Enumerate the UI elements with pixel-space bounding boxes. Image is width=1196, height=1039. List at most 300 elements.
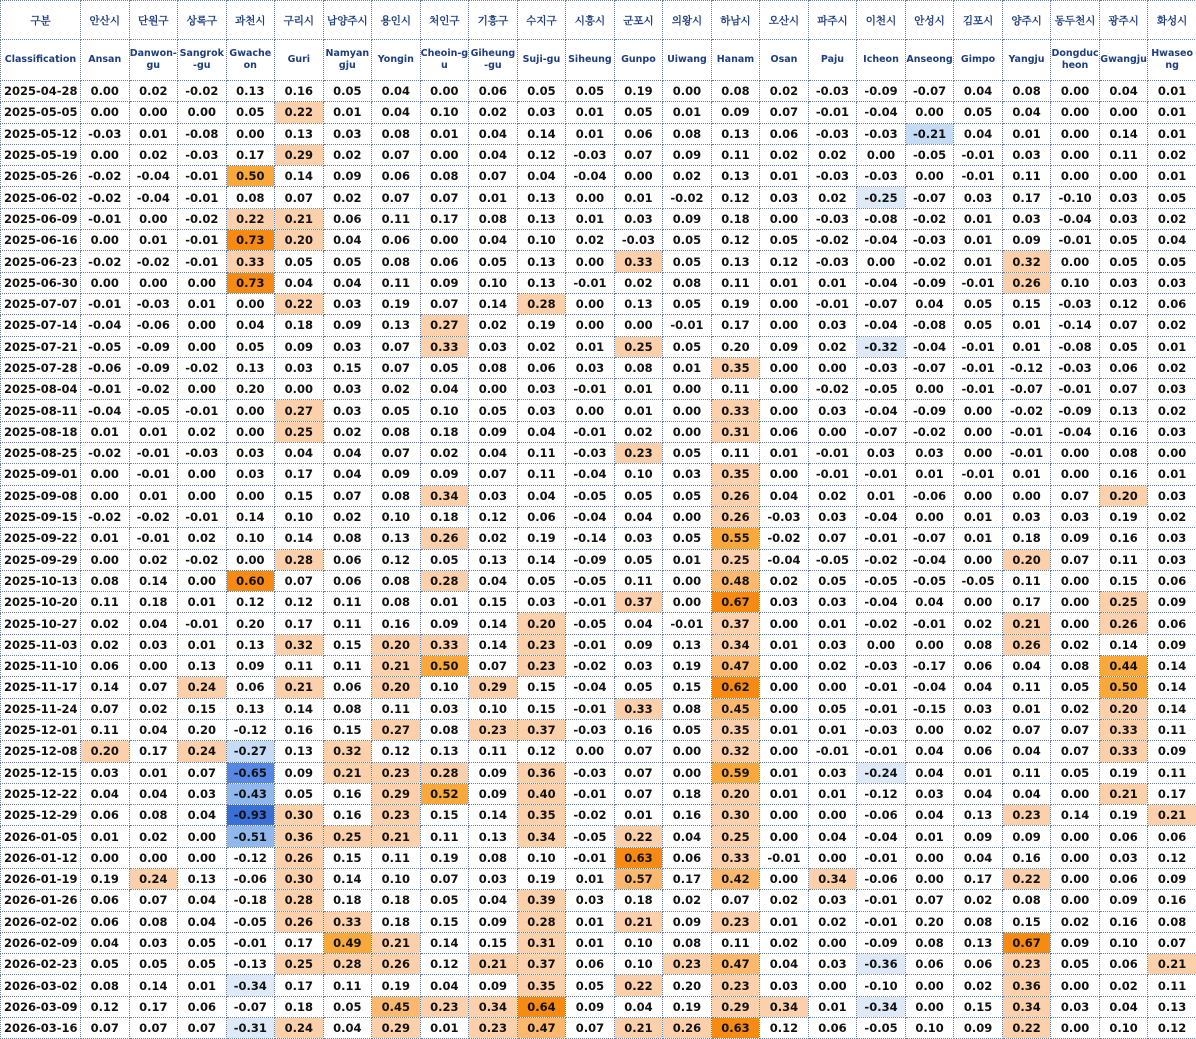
row-date: 2025-08-04 — [1, 379, 81, 400]
value-cell: -0.02 — [905, 421, 954, 442]
value-cell: 0.02 — [760, 890, 809, 911]
value-cell: 0.40 — [517, 783, 566, 804]
value-cell: 0.23 — [711, 911, 760, 932]
value-cell: 0.04 — [760, 485, 809, 506]
value-cell: 0.08 — [81, 570, 130, 591]
value-cell: 0.14 — [226, 506, 275, 527]
value-cell: -0.14 — [1051, 315, 1100, 336]
value-cell: 0.04 — [420, 379, 469, 400]
row-date: 2026-01-19 — [1, 868, 81, 889]
value-cell: 0.08 — [129, 805, 178, 826]
value-cell: 0.00 — [663, 379, 712, 400]
value-cell: -0.03 — [566, 719, 615, 740]
value-cell: 0.04 — [323, 272, 372, 293]
region-en-header: Sangrok-gu — [178, 40, 227, 81]
value-cell: 0.01 — [1148, 336, 1196, 357]
value-cell: -0.01 — [178, 613, 227, 634]
row-date: 2025-09-08 — [1, 485, 81, 506]
value-cell: 0.05 — [275, 251, 324, 272]
value-cell: 0.02 — [663, 890, 712, 911]
value-cell: 0.01 — [178, 293, 227, 314]
value-cell: -0.05 — [129, 400, 178, 421]
value-cell: 0.09 — [1051, 528, 1100, 549]
value-cell: 0.14 — [1148, 698, 1196, 719]
value-cell: 0.26 — [420, 528, 469, 549]
value-cell: 0.02 — [81, 634, 130, 655]
value-cell: -0.01 — [566, 783, 615, 804]
value-cell: 0.26 — [663, 1018, 712, 1039]
region-ko-header: 김포시 — [954, 1, 1003, 40]
value-cell: 0.05 — [663, 336, 712, 357]
value-cell: 0.00 — [566, 251, 615, 272]
value-cell: 0.19 — [81, 868, 130, 889]
value-cell: 0.07 — [129, 677, 178, 698]
value-cell: -0.01 — [178, 251, 227, 272]
value-cell: 0.44 — [1099, 656, 1148, 677]
value-cell: 0.13 — [372, 528, 421, 549]
value-cell: 0.09 — [663, 144, 712, 165]
value-cell: 0.04 — [372, 102, 421, 123]
value-cell: 0.33 — [1099, 719, 1148, 740]
value-cell: 0.12 — [711, 230, 760, 251]
table-row — [1, 166, 1196, 187]
table-body — [1, 81, 1196, 1039]
value-cell: 0.34 — [1002, 996, 1051, 1017]
value-cell: -0.02 — [178, 549, 227, 570]
region-en-header: Guri — [275, 40, 324, 81]
value-cell: 0.73 — [226, 272, 275, 293]
value-cell: 0.22 — [226, 208, 275, 229]
value-cell: -0.04 — [905, 336, 954, 357]
value-cell: 0.00 — [178, 102, 227, 123]
value-cell: 0.13 — [517, 208, 566, 229]
region-en-header: Giheung-gu — [469, 40, 518, 81]
region-ko-header: 화성시 — [1148, 1, 1196, 40]
value-cell: 0.11 — [614, 570, 663, 591]
value-cell: 0.02 — [808, 656, 857, 677]
value-cell: -0.18 — [226, 890, 275, 911]
value-cell: 0.00 — [1099, 102, 1148, 123]
value-cell: -0.02 — [178, 208, 227, 229]
value-cell: 0.33 — [420, 634, 469, 655]
value-cell: 0.15 — [275, 485, 324, 506]
value-cell: -0.36 — [857, 954, 906, 975]
value-cell: 0.01 — [566, 102, 615, 123]
value-cell: 0.06 — [1099, 868, 1148, 889]
value-cell: 0.16 — [1099, 528, 1148, 549]
value-cell: 0.26 — [711, 506, 760, 527]
value-cell: 0.33 — [226, 251, 275, 272]
value-cell: 0.01 — [760, 911, 809, 932]
value-cell: -0.09 — [905, 272, 954, 293]
value-cell: 0.04 — [1099, 996, 1148, 1017]
value-cell: 0.04 — [420, 975, 469, 996]
value-cell: 0.06 — [663, 847, 712, 868]
value-cell: -0.03 — [857, 656, 906, 677]
value-cell: 0.01 — [760, 166, 809, 187]
value-cell: 0.04 — [178, 890, 227, 911]
value-cell: -0.07 — [1002, 379, 1051, 400]
value-cell: 0.01 — [129, 123, 178, 144]
value-cell: 0.19 — [1099, 805, 1148, 826]
value-cell: 0.00 — [81, 81, 130, 102]
value-cell: 0.00 — [178, 272, 227, 293]
value-cell: -0.02 — [857, 613, 906, 634]
value-cell: -0.06 — [905, 485, 954, 506]
value-cell: -0.04 — [566, 506, 615, 527]
value-cell: 0.15 — [954, 996, 1003, 1017]
value-cell: 0.00 — [663, 741, 712, 762]
value-cell: 0.13 — [614, 293, 663, 314]
value-cell: 0.18 — [372, 890, 421, 911]
value-cell: 0.59 — [711, 762, 760, 783]
value-cell: 0.04 — [129, 613, 178, 634]
value-cell: 0.28 — [517, 293, 566, 314]
value-cell: 0.00 — [420, 230, 469, 251]
value-cell: 0.02 — [129, 698, 178, 719]
value-cell: 0.01 — [760, 783, 809, 804]
value-cell: 0.29 — [372, 783, 421, 804]
value-cell: 0.12 — [1099, 293, 1148, 314]
value-cell: 0.12 — [711, 187, 760, 208]
value-cell: 0.12 — [372, 549, 421, 570]
table-row — [1, 336, 1196, 357]
value-cell: 0.09 — [1148, 592, 1196, 613]
table-row — [1, 293, 1196, 314]
value-cell: 0.00 — [857, 144, 906, 165]
value-cell: 0.11 — [275, 656, 324, 677]
value-cell: 0.21 — [1002, 613, 1051, 634]
value-cell: 0.05 — [129, 954, 178, 975]
value-cell: 0.13 — [469, 549, 518, 570]
value-cell: -0.03 — [81, 123, 130, 144]
value-cell: 0.04 — [663, 826, 712, 847]
value-cell: -0.04 — [857, 272, 906, 293]
value-cell: -0.01 — [954, 379, 1003, 400]
value-cell: -0.01 — [857, 698, 906, 719]
value-cell: 0.04 — [275, 272, 324, 293]
value-cell: 0.37 — [517, 954, 566, 975]
value-cell: 0.12 — [1148, 847, 1196, 868]
value-cell: 0.05 — [1148, 251, 1196, 272]
value-cell: 0.35 — [711, 464, 760, 485]
value-cell: -0.04 — [81, 315, 130, 336]
value-cell: 0.04 — [517, 421, 566, 442]
value-cell: -0.04 — [857, 230, 906, 251]
value-cell: -0.06 — [857, 868, 906, 889]
value-cell: 0.07 — [469, 166, 518, 187]
table-row — [1, 570, 1196, 591]
value-cell: 0.08 — [420, 166, 469, 187]
table-row — [1, 698, 1196, 719]
value-cell: 0.34 — [517, 826, 566, 847]
value-cell: 0.04 — [323, 230, 372, 251]
value-cell: 0.00 — [81, 464, 130, 485]
value-cell: 0.01 — [857, 485, 906, 506]
value-cell: 0.28 — [323, 954, 372, 975]
value-cell: 0.20 — [905, 911, 954, 932]
value-cell: 0.00 — [760, 677, 809, 698]
table-row — [1, 123, 1196, 144]
value-cell: -0.03 — [808, 166, 857, 187]
value-cell: 0.00 — [663, 81, 712, 102]
value-cell: -0.05 — [566, 613, 615, 634]
value-cell: 0.05 — [517, 81, 566, 102]
value-cell: 0.00 — [1002, 485, 1051, 506]
value-cell: 0.07 — [372, 187, 421, 208]
value-cell: 0.22 — [275, 102, 324, 123]
value-cell: 0.13 — [226, 634, 275, 655]
region-en-header: Namyangju — [323, 40, 372, 81]
value-cell: 0.13 — [226, 81, 275, 102]
value-cell: 0.02 — [954, 719, 1003, 740]
value-cell: 0.13 — [711, 166, 760, 187]
value-cell: 0.08 — [372, 570, 421, 591]
row-date: 2026-02-09 — [1, 932, 81, 953]
row-date: 2026-01-26 — [1, 890, 81, 911]
value-cell: 0.00 — [420, 144, 469, 165]
value-cell: -0.07 — [905, 357, 954, 378]
value-cell: 0.05 — [323, 81, 372, 102]
value-cell: 0.17 — [1148, 783, 1196, 804]
value-cell: -0.03 — [614, 230, 663, 251]
value-cell: -0.04 — [566, 464, 615, 485]
value-cell: 0.20 — [711, 783, 760, 804]
value-cell: 0.05 — [226, 102, 275, 123]
value-cell: -0.01 — [226, 932, 275, 953]
value-cell: -0.04 — [1051, 421, 1100, 442]
value-cell: 0.17 — [711, 315, 760, 336]
value-cell: -0.03 — [1051, 293, 1100, 314]
value-cell: 0.04 — [614, 613, 663, 634]
value-cell: -0.01 — [808, 293, 857, 314]
value-cell: 0.06 — [760, 123, 809, 144]
table-row — [1, 272, 1196, 293]
value-cell: 0.10 — [614, 464, 663, 485]
region-ko-header: 안산시 — [81, 1, 130, 40]
value-cell: -0.03 — [1051, 357, 1100, 378]
value-cell: 0.25 — [711, 549, 760, 570]
value-cell: -0.03 — [566, 443, 615, 464]
value-cell: 0.03 — [1148, 485, 1196, 506]
value-cell: -0.03 — [808, 123, 857, 144]
value-cell: -0.05 — [857, 1018, 906, 1039]
value-cell: 0.05 — [323, 251, 372, 272]
value-cell: 0.07 — [614, 762, 663, 783]
row-date: 2025-09-15 — [1, 506, 81, 527]
value-cell: 0.12 — [226, 592, 275, 613]
value-cell: 0.00 — [905, 634, 954, 655]
value-cell: 0.03 — [808, 400, 857, 421]
value-cell: 0.00 — [905, 166, 954, 187]
value-cell: 0.02 — [323, 421, 372, 442]
value-cell: 0.01 — [1148, 464, 1196, 485]
value-cell: 0.01 — [566, 208, 615, 229]
value-cell: 0.34 — [420, 485, 469, 506]
value-cell: 0.01 — [178, 975, 227, 996]
row-date: 2025-05-12 — [1, 123, 81, 144]
value-cell: 0.18 — [420, 421, 469, 442]
value-cell: 0.02 — [1148, 506, 1196, 527]
value-cell: 0.23 — [372, 762, 421, 783]
row-date: 2025-12-15 — [1, 762, 81, 783]
value-cell: -0.01 — [566, 634, 615, 655]
table-row — [1, 954, 1196, 975]
row-date: 2025-11-03 — [1, 634, 81, 655]
value-cell: 0.11 — [372, 698, 421, 719]
value-cell: 0.00 — [808, 357, 857, 378]
value-cell: 0.22 — [614, 975, 663, 996]
value-cell: 0.15 — [517, 677, 566, 698]
value-cell: 0.04 — [808, 826, 857, 847]
value-cell: 0.04 — [954, 783, 1003, 804]
value-cell: 0.15 — [1099, 570, 1148, 591]
value-cell: -0.04 — [905, 677, 954, 698]
value-cell: 0.08 — [372, 485, 421, 506]
value-cell: 0.03 — [275, 357, 324, 378]
row-date: 2025-10-27 — [1, 613, 81, 634]
value-cell: 0.07 — [614, 741, 663, 762]
value-cell: 0.13 — [517, 251, 566, 272]
value-cell: 0.09 — [1099, 890, 1148, 911]
table-row — [1, 187, 1196, 208]
value-cell: -0.21 — [905, 123, 954, 144]
region-en-header: Yangju — [1002, 40, 1051, 81]
value-cell: 0.09 — [954, 826, 1003, 847]
value-cell: -0.03 — [857, 123, 906, 144]
value-cell: 0.01 — [566, 932, 615, 953]
value-cell: 0.00 — [905, 847, 954, 868]
value-cell: 0.08 — [372, 592, 421, 613]
value-cell: 0.07 — [420, 293, 469, 314]
table-row — [1, 549, 1196, 570]
value-cell: 0.30 — [275, 868, 324, 889]
value-cell: 0.03 — [760, 975, 809, 996]
value-cell: 0.01 — [760, 272, 809, 293]
value-cell: 0.00 — [1051, 1018, 1100, 1039]
table-row — [1, 826, 1196, 847]
value-cell: -0.02 — [905, 208, 954, 229]
value-cell: 0.05 — [420, 549, 469, 570]
region-ko-header: 안성시 — [905, 1, 954, 40]
value-cell: 0.00 — [420, 81, 469, 102]
value-cell: 0.06 — [566, 954, 615, 975]
value-cell: -0.01 — [954, 336, 1003, 357]
value-cell: 0.18 — [323, 890, 372, 911]
region-ko-header: 이천시 — [857, 1, 906, 40]
value-cell: 0.03 — [517, 379, 566, 400]
value-cell: -0.04 — [857, 592, 906, 613]
value-cell: 0.02 — [420, 443, 469, 464]
value-cell: 0.09 — [1148, 868, 1196, 889]
value-cell: -0.05 — [566, 570, 615, 591]
value-cell: -0.01 — [663, 613, 712, 634]
value-cell: -0.05 — [857, 570, 906, 591]
value-cell: 0.23 — [663, 954, 712, 975]
value-cell: 0.01 — [760, 443, 809, 464]
value-cell: -0.01 — [566, 698, 615, 719]
value-cell: 0.11 — [711, 379, 760, 400]
value-cell: 0.00 — [1051, 847, 1100, 868]
value-cell: 0.09 — [663, 911, 712, 932]
value-cell: 0.17 — [275, 613, 324, 634]
value-cell: 0.03 — [1099, 208, 1148, 229]
value-cell: 0.08 — [663, 123, 712, 144]
value-cell: 0.13 — [226, 357, 275, 378]
value-cell: 0.04 — [275, 443, 324, 464]
value-cell: 0.33 — [1099, 741, 1148, 762]
value-cell: 0.00 — [760, 868, 809, 889]
region-ko-header: 처인구 — [420, 1, 469, 40]
value-cell: 0.00 — [1051, 868, 1100, 889]
row-date: 2025-10-20 — [1, 592, 81, 613]
value-cell: 0.00 — [81, 230, 130, 251]
value-cell: 0.12 — [517, 144, 566, 165]
value-cell: 0.14 — [1148, 656, 1196, 677]
value-cell: 0.05 — [517, 570, 566, 591]
value-cell: 0.14 — [469, 805, 518, 826]
value-cell: 0.01 — [954, 230, 1003, 251]
value-cell: 0.00 — [954, 549, 1003, 570]
value-cell: 0.03 — [954, 698, 1003, 719]
value-cell: 0.11 — [517, 464, 566, 485]
value-cell: -0.01 — [178, 506, 227, 527]
value-cell: 0.03 — [808, 592, 857, 613]
value-cell: -0.02 — [808, 230, 857, 251]
value-cell: 0.11 — [1002, 677, 1051, 698]
value-cell: -0.07 — [905, 528, 954, 549]
value-cell: 0.00 — [1051, 102, 1100, 123]
value-cell: 0.09 — [711, 102, 760, 123]
value-cell: 0.09 — [663, 208, 712, 229]
value-cell: 0.09 — [954, 1018, 1003, 1039]
value-cell: 0.00 — [760, 464, 809, 485]
value-cell: 0.05 — [663, 528, 712, 549]
classification-ko-header: 구분 — [1, 1, 81, 40]
value-cell: 0.05 — [1099, 251, 1148, 272]
value-cell: 0.07 — [420, 868, 469, 889]
value-cell: 0.08 — [954, 634, 1003, 655]
value-cell: 0.03 — [226, 443, 275, 464]
value-cell: 0.00 — [760, 293, 809, 314]
value-cell: 0.03 — [178, 783, 227, 804]
value-cell: 0.07 — [275, 570, 324, 591]
value-cell: -0.10 — [857, 975, 906, 996]
value-cell: 0.09 — [760, 336, 809, 357]
value-cell: -0.27 — [226, 741, 275, 762]
value-cell: 0.21 — [323, 762, 372, 783]
value-cell: 0.48 — [711, 570, 760, 591]
value-cell: -0.01 — [954, 357, 1003, 378]
value-cell: 0.14 — [1099, 123, 1148, 144]
value-cell: 0.00 — [566, 187, 615, 208]
value-cell: 0.05 — [663, 251, 712, 272]
value-cell: 0.03 — [517, 400, 566, 421]
value-cell: 0.07 — [372, 144, 421, 165]
row-date: 2025-06-02 — [1, 187, 81, 208]
value-cell: 0.03 — [614, 208, 663, 229]
value-cell: 0.11 — [517, 443, 566, 464]
row-date: 2026-03-02 — [1, 975, 81, 996]
value-cell: 0.45 — [372, 996, 421, 1017]
region-ko-header: 남양주시 — [323, 1, 372, 40]
value-cell: 0.02 — [760, 570, 809, 591]
value-cell: 0.00 — [178, 315, 227, 336]
value-cell: -0.01 — [905, 613, 954, 634]
value-cell: 0.02 — [760, 932, 809, 953]
value-cell: 0.06 — [323, 549, 372, 570]
value-cell: 0.28 — [420, 570, 469, 591]
